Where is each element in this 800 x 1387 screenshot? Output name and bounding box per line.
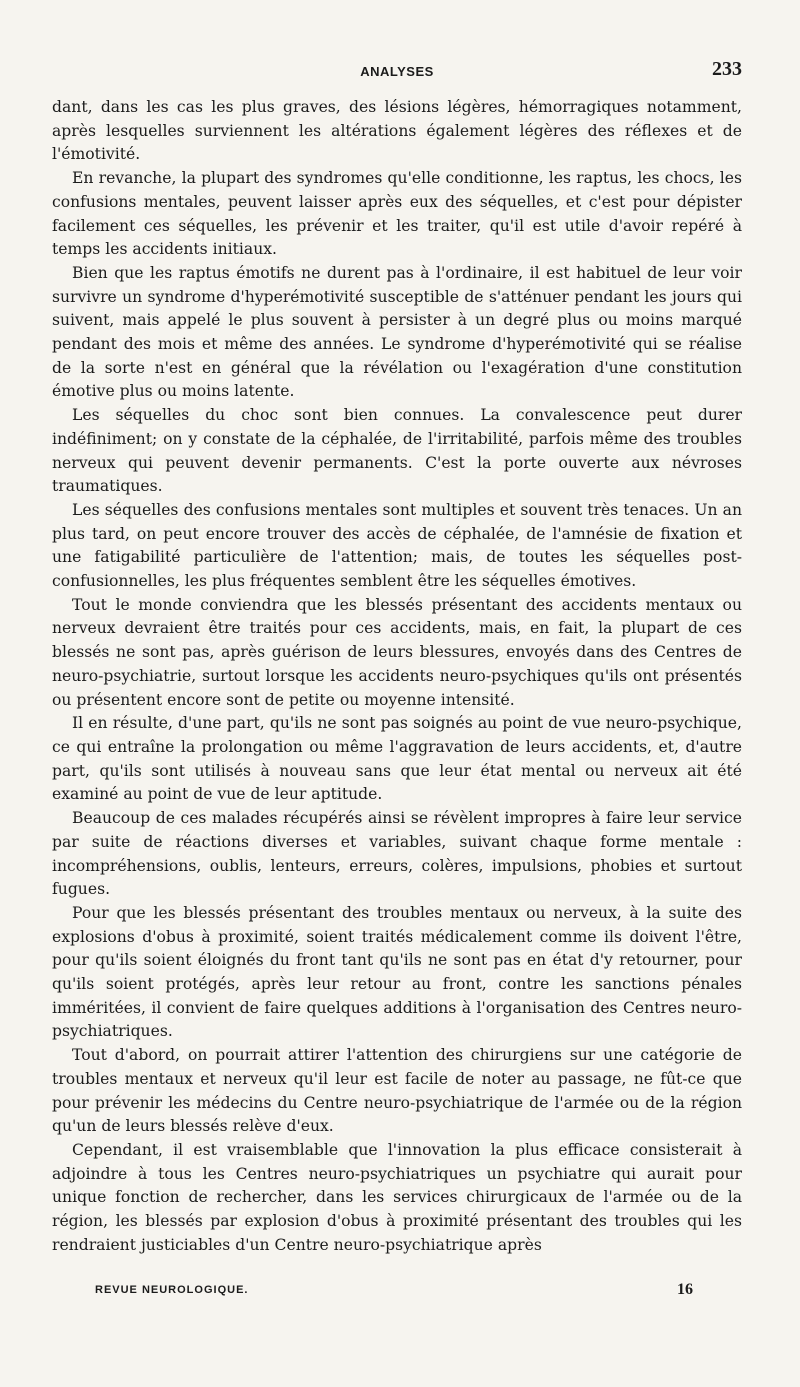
page-footer bbox=[95, 1281, 695, 1301]
paragraph: En revanche, la plupart des syndromes qu'elle conditionne, les raptus, les chocs, les confusions mentales, peuvent laisser après eux des séquelles, et c'est pour dépister facilement ces séquelles, les prévenir et les traiter, qu'il est utile d'avoir repéré à temps les accidents initiaux. bbox=[52, 169, 742, 259]
running-title: ANALYSES bbox=[360, 64, 434, 79]
body-text bbox=[52, 96, 742, 1257]
paragraph: Tout le monde conviendra que les blessés présentant des accidents mentaux ou nerveux devraient être traités pour ces accidents, mais, en fait, la plupart de ces blessés ne sont pas, après guérison de leurs blessures, envoyés dans des Centres de neuro-psychiatrie, surtout lorsque les accidents neuro-psychiques qu'ils ont présentés ou présentent encore sont de petite ou moyenne intensité. bbox=[52, 595, 742, 709]
paragraph: dant, dans les cas les plus graves, des lésions légères, hémorragiques notamment, après lesquelles surviennent les altérations également légères des réflexes et de l'émotivité. bbox=[52, 98, 742, 164]
paragraph: Les séquelles des confusions mentales sont multiples et souvent très tenaces. Un an plus tard, on peut encore trouver des accès de céphalée, de l'amnésie de fixation et une fatigabilité particulière de l'attention; mais, de toutes les séquelles post-confusionnelles, les plus fréquentes semblent être les séquelles émotives. bbox=[52, 500, 742, 591]
signature-mark: 16 bbox=[677, 1281, 693, 1298]
page-number: 233 bbox=[712, 58, 742, 80]
paragraph: Bien que les raptus émotifs ne durent pas à l'ordinaire, il est habituel de leur voir survivre un syndrome d'hyperémotivité susceptible de s'atténuer pendant les jours qui suivent, mais appelé le plus souvent à persister à un degré plus ou moins marqué pendant des mois et même des années. Le syndrome d'hyperémotivité qui se réalise de la sorte n'est en général que la révélation ou l'exagération d'une constitution émotive plus ou moins latente. bbox=[52, 263, 742, 401]
paragraph: Pour que les blessés présentant des troubles mentaux ou nerveux, à la suite des explosions d'obus à proximité, soient traités médicalement comme ils doivent l'être, pour qu'ils soient éloignés du front tant qu'ils ne sont pas en état d'y retourner, pour qu'ils soient protégés, après leur retour au front, contre les sanctions pénales imméritées, il convient de faire quelques additions à l'organisation des Centres neuro-psychiatriques. bbox=[52, 903, 742, 1041]
page-header bbox=[52, 58, 742, 84]
paragraph: Beaucoup de ces malades récupérés ainsi se révèlent impropres à faire leur service par suite de réactions diverses et variables, suivant chaque forme mentale : incompréhensions, oublis, lenteurs, erreurs, colères, impulsions, phobies et surtout fugues. bbox=[52, 809, 742, 899]
paragraph: Cependant, il est vraisemblable que l'innovation la plus efficace consisterait à adjoindre à tous les Centres neuro-psychiatriques un psychiatre qui aurait pour unique fonction de rechercher, dans les services chirurgicaux de l'armée ou de la région, les blessés par explosion d'obus à proximité présentant des troubles qui les rendraient justiciables d'un Centre neuro-psychiatrique après bbox=[52, 1140, 742, 1254]
paragraph: Il en résulte, d'une part, qu'ils ne sont pas soignés au point de vue neuro-psychique, ce qui entraîne la prolongation ou même l'aggravation de leurs accidents, et, d'autre part, qu'ils sont utilisés à nouveau sans que leur état mental ou nerveux ait été examiné au point de vue de leur aptitude. bbox=[52, 714, 742, 804]
paragraph: Tout d'abord, on pourrait attirer l'attention des chirurgiens sur une catégorie de troubles mentaux et nerveux qu'il leur est facile de noter au passage, ne fût-ce que pour prévenir les médecins du Centre neuro-psychiatrique de l'armée ou de la région qu'un de leurs blessés relève d'eux. bbox=[52, 1046, 742, 1136]
paragraph: Les séquelles du choc sont bien connues. La convalescence peut durer indéfiniment; on y constate de la céphalée, de l'irritabilité, parfois même des troubles nerveux qui peuvent devenir permanents. C'est la porte ouverte aux névroses traumatiques. bbox=[52, 406, 742, 496]
journal-name: REVUE NEUROLOGIQUE. bbox=[95, 1284, 249, 1296]
